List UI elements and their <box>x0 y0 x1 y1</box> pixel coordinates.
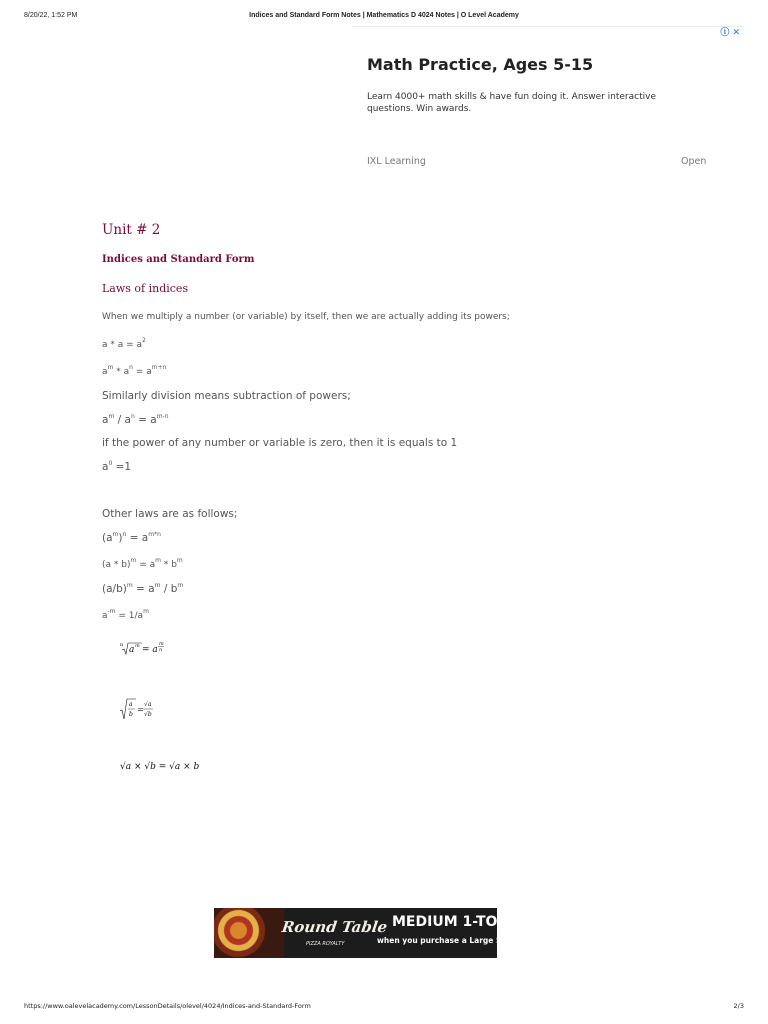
section-heading: Laws of indices <box>102 282 189 295</box>
ad-choices-icon[interactable]: ⓘ ✕ <box>720 28 740 38</box>
banner-promo-sub: when you purchase a Large Sp <box>377 936 507 945</box>
svg-text:√a: √a <box>144 701 152 708</box>
other-laws-text: Other laws are as follows; <box>102 508 238 520</box>
law-quotient-rule: $a^m / a^n = a^{m-n}$ <box>102 413 169 426</box>
topic-heading: Indices and Standard Form <box>102 254 255 265</box>
zero-power-text: if the power of any number or variable is zero, then it is equals to 1 <box>102 437 458 449</box>
pizza-banner-ad[interactable] <box>214 908 507 958</box>
svg-text:a: a <box>129 701 133 708</box>
law-product-same: $a * a = a^2$ <box>102 337 146 350</box>
law-negative-power: $a^{-m} = 1/a^m$ <box>102 608 149 621</box>
banner-logo: Round Table <box>280 918 389 936</box>
svg-text:=: = <box>137 705 144 714</box>
svg-text:√b: √b <box>144 711 152 718</box>
banner-logo-sub: PIZZA ROYALTY <box>306 941 345 947</box>
law-zero-power: $a^0 =1$ <box>102 460 132 473</box>
law-power-of-product: $(a * b)^m = a^m * b^m$ <box>102 557 183 570</box>
advertisement[interactable] <box>352 26 744 176</box>
unit-heading: Unit # 2 <box>102 222 161 238</box>
equation-root-power <box>120 640 180 656</box>
equation-root-product: √a × √b = √a × b <box>120 762 200 772</box>
ad-brand[interactable]: IXL Learning <box>367 156 426 167</box>
print-page-number: 2/3 <box>733 1002 744 1010</box>
law-power-of-power: $(a^m)^n = a^{m*n}$ <box>102 531 161 544</box>
ad-open-button[interactable]: Open <box>681 156 707 167</box>
svg-text:n: n <box>159 647 163 653</box>
intro-text: When we multiply a number (or variable) by itself, then we are actually adding its powers; <box>102 312 510 322</box>
division-text: Similarly division means subtraction of powers; <box>102 390 351 402</box>
svg-text:m: m <box>159 641 164 647</box>
ad-description: Learn 4000+ math skills & have fun doing it. Answer interactive questions. Win awards. <box>367 92 656 114</box>
svg-text:n: n <box>120 642 124 648</box>
print-url: https://www.oalevelacademy.com/LessonDetails/olevel/4024/Indices-and-Standard-Form <box>24 1002 311 1010</box>
svg-text:b: b <box>129 711 133 718</box>
svg-text:a: a <box>129 645 135 655</box>
svg-text:m: m <box>135 643 140 649</box>
banner-promo: MEDIUM 1-TO <box>392 914 498 930</box>
svg-text:= a: = a <box>142 645 158 655</box>
print-title: Indices and Standard Form Notes | Mathematics D 4024 Notes | O Level Academy <box>249 12 519 19</box>
pizza-image <box>214 908 284 958</box>
law-product-rule: $a^m * a^n = a^{m+n}$ <box>102 364 167 377</box>
ad-title[interactable]: Math Practice, Ages 5-15 <box>367 55 594 74</box>
equation-root-fraction <box>120 697 170 723</box>
law-power-of-quotient: $(a/b)^m = a^m / b^m$ <box>102 582 184 595</box>
print-date: 8/20/22, 1:52 PM <box>24 12 78 19</box>
